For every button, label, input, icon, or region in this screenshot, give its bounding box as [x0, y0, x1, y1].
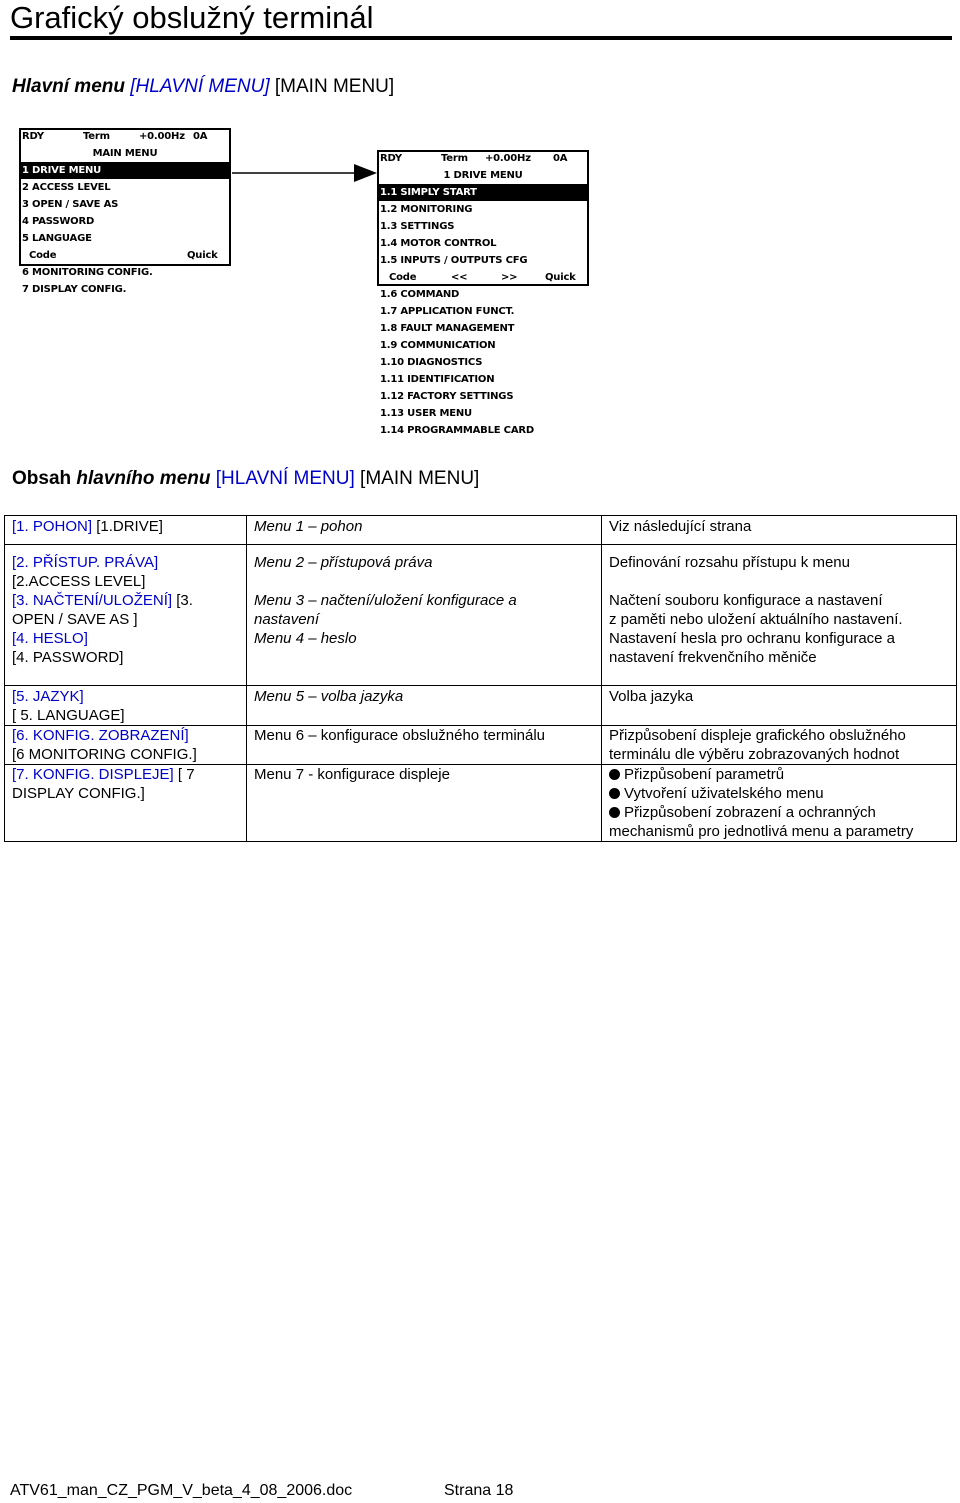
- table-cell: [2. PŘÍSTUP. PRÁVA] [2.ACCESS LEVEL] [3. NAČTENÍ/ULOŽENÍ] [3. OPEN / SAVE AS ] [4. HESLO] [4. PASSWORD]: [5, 545, 247, 686]
- list-item: Přizpůsobení parametrů: [609, 765, 949, 784]
- lcd-softkey[interactable]: Quick: [187, 250, 218, 261]
- lcd-item: 7 DISPLAY CONFIG.: [22, 284, 127, 295]
- lcd-item: 1.7 APPLICATION FUNCT.: [380, 306, 515, 317]
- lcd-item[interactable]: 3 OPEN / SAVE AS: [22, 199, 119, 210]
- table-cell: Definování rozsahu přístupu k menu Načtení souboru konfigurace a nastavení z paměti nebo uložení aktuálního nastavení. Nastavení hesla pro ochranu konfigurace a nastavení frekvenčního měniče: [602, 545, 957, 686]
- table-cell: [5. JAZYK] [ 5. LANGUAGE]: [5, 686, 247, 726]
- lcd-title: 1 DRIVE MENU: [443, 170, 523, 181]
- bullet-icon: [609, 788, 620, 799]
- table-cell: Volba jazyka: [602, 686, 957, 726]
- lcd-item-selected[interactable]: 1 DRIVE MENU: [19, 162, 231, 179]
- lcd-item[interactable]: 5 LANGUAGE: [22, 233, 92, 244]
- table-cell: Menu 2 – přístupová práva Menu 3 – načtení/uložení konfigurace a nastavení Menu 4 – heslo: [247, 545, 602, 686]
- lcd-item: 1.6 COMMAND: [380, 289, 460, 300]
- arrow-right-icon: [232, 160, 378, 186]
- lcd-softkey-bar: [377, 269, 589, 286]
- lcd-item[interactable]: 1.5 INPUTS / OUTPUTS CFG: [380, 255, 528, 266]
- list-item: Přizpůsobení zobrazení a ochranných mechanismů pro jednotlivá menu a parametry: [609, 804, 914, 840]
- lcd-softkey[interactable]: Code: [29, 250, 57, 261]
- table-cell: Menu 5 – volba jazyka: [247, 686, 602, 726]
- lcd-drive-menu: [377, 150, 589, 439]
- table-cell: [1. POHON] [1.DRIVE]: [5, 516, 247, 545]
- table-cell: Přizpůsobení displeje grafického obslužného terminálu dle výběru zobrazovaných hodnot: [602, 726, 957, 765]
- section-heading-main-menu: Hlavní menu [HLAVNÍ MENU] [MAIN MENU]: [12, 76, 395, 97]
- table-cell: Menu 7 - konfigurace displeje: [247, 765, 602, 842]
- table-row: [5, 726, 957, 765]
- lcd-item: 1.12 FACTORY SETTINGS: [380, 391, 514, 402]
- lcd-softkey[interactable]: Code: [389, 272, 417, 283]
- lcd-item: 1.9 COMMUNICATION: [380, 340, 496, 351]
- page-title: Grafický obslužný terminál: [10, 0, 374, 35]
- lcd-item[interactable]: 1.3 SETTINGS: [380, 221, 455, 232]
- lcd-main-menu: [19, 128, 231, 298]
- table-row: [5, 686, 957, 726]
- lcd-softkey-bar: [19, 247, 231, 264]
- table-cell: [7. KONFIG. DISPLEJE] [ 7 DISPLAY CONFIG.]: [5, 765, 247, 842]
- lcd-softkey[interactable]: >>: [501, 272, 518, 283]
- lcd-softkey[interactable]: Quick: [545, 272, 576, 283]
- lcd-softkey[interactable]: <<: [451, 272, 468, 283]
- lcd-title: MAIN MENU: [92, 148, 158, 159]
- table-row: [5, 765, 957, 842]
- lcd-item-selected[interactable]: 1.1 SIMPLY START: [377, 184, 589, 201]
- lcd-item[interactable]: 1.4 MOTOR CONTROL: [380, 238, 497, 249]
- lcd-item: 1.10 DIAGNOSTICS: [380, 357, 483, 368]
- bullet-icon: [609, 807, 620, 818]
- table-cell: [6. KONFIG. ZOBRAZENÍ] [6 MONITORING CONFIG.]: [5, 726, 247, 765]
- section-heading-contents: Obsah hlavního menu [HLAVNÍ MENU] [MAIN MENU]: [12, 468, 480, 489]
- footer-document-name: ATV61_man_CZ_PGM_V_beta_4_08_2006.doc: [10, 1482, 353, 1499]
- lcd-item: 1.14 PROGRAMMABLE CARD: [380, 425, 534, 436]
- table-cell: Viz následující strana: [602, 516, 957, 545]
- lcd-status-bar: RDY Term +0.00Hz 0A: [22, 131, 208, 142]
- title-rule: [10, 36, 952, 40]
- lcd-item[interactable]: 2 ACCESS LEVEL: [22, 182, 111, 193]
- table-cell: [602, 765, 957, 842]
- lcd-item: 6 MONITORING CONFIG.: [22, 267, 153, 278]
- lcd-item: 1.13 USER MENU: [380, 408, 472, 419]
- list-item: Vytvoření uživatelského menu: [609, 784, 949, 803]
- table-row: [5, 516, 957, 545]
- table-cell: Menu 6 – konfigurace obslužného terminálu: [247, 726, 602, 765]
- table-row: [5, 545, 957, 686]
- lcd-item[interactable]: 4 PASSWORD: [22, 216, 95, 227]
- lcd-item: 1.11 IDENTIFICATION: [380, 374, 495, 385]
- lcd-item: 1.8 FAULT MANAGEMENT: [380, 323, 515, 334]
- table-cell: Menu 1 – pohon: [247, 516, 602, 545]
- footer-page-number: Strana 18: [444, 1482, 514, 1499]
- bullet-icon: [609, 769, 620, 780]
- lcd-item[interactable]: 1.2 MONITORING: [380, 204, 473, 215]
- menu-contents-table: [4, 515, 957, 842]
- lcd-status-bar: RDY Term +0.00Hz 0A: [380, 153, 568, 164]
